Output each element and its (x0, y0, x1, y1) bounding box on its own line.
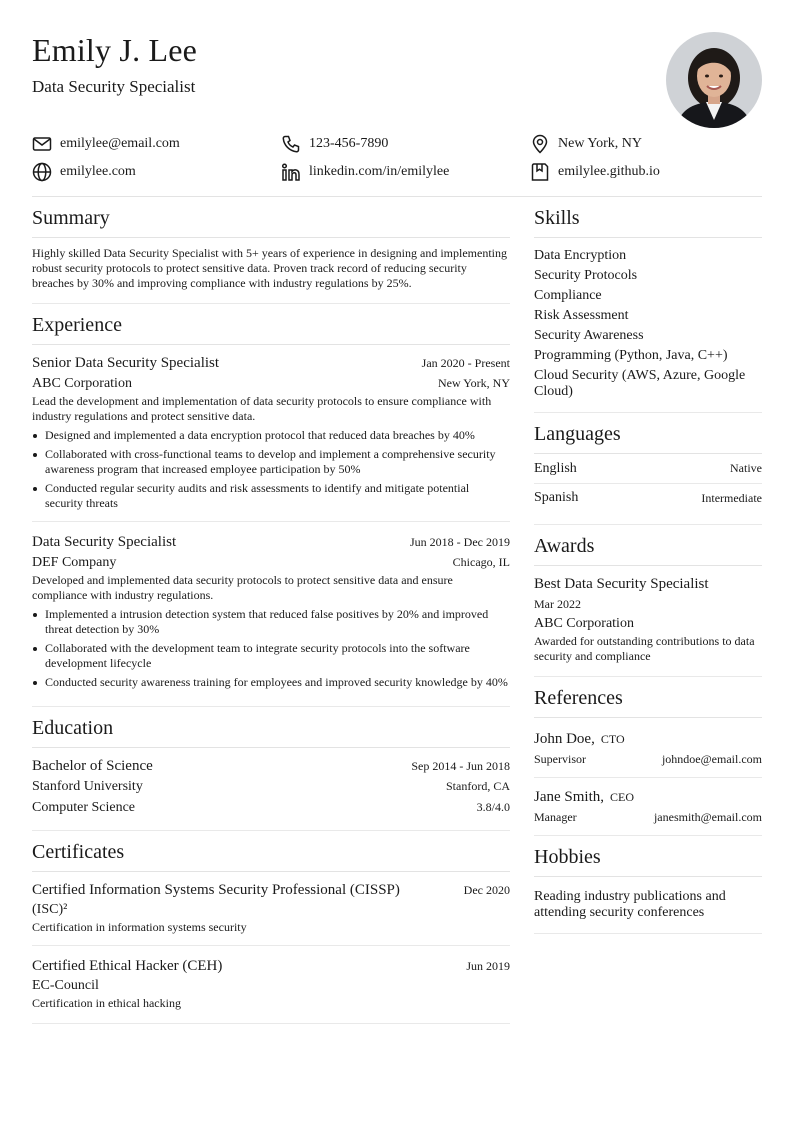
award-title: Best Data Security Specialist (534, 576, 709, 592)
award-description: Awarded for outstanding contributions to data security and compliance (534, 634, 755, 663)
experience-section (32, 314, 510, 707)
experience-entry (32, 532, 510, 690)
github-icon (530, 162, 550, 182)
entry-divider (32, 945, 510, 946)
profile-photo (666, 32, 762, 128)
skill-item: Security Awareness (534, 328, 644, 343)
school-name: Stanford University (32, 779, 143, 794)
section-heading: Experience (32, 314, 510, 345)
reference-name: John Doe, (534, 731, 595, 747)
section-heading: Skills (534, 207, 762, 238)
skill-item: Programming (Python, Java, C++) (534, 348, 728, 363)
globe-icon (32, 162, 52, 182)
reference-role: CEO (610, 790, 634, 804)
section-heading: Awards (534, 535, 762, 566)
contact-email[interactable] (32, 134, 281, 154)
skills-section (534, 207, 762, 413)
section-heading: Summary (32, 207, 510, 238)
reference-email[interactable]: johndoe@email.com (661, 752, 762, 766)
section-heading: Hobbies (534, 846, 762, 877)
reference-entry (534, 726, 762, 777)
education-section (32, 717, 510, 831)
certificates-section (32, 841, 510, 1024)
company-name: DEF Company (32, 555, 117, 570)
job-date: Jan 2020 - Present (421, 356, 510, 370)
certificate-date: Jun 2019 (466, 959, 510, 973)
skill-item: Cloud Security (AWS, Azure, Google Cloud) (534, 368, 746, 399)
language-row (534, 454, 762, 483)
section-heading: Education (32, 717, 510, 748)
language-name: English (534, 460, 577, 476)
certificate-date: Dec 2020 (463, 883, 510, 897)
experience-entry (32, 353, 510, 511)
contact-linkedin[interactable] (281, 162, 530, 182)
job-title: Data Security Specialist (32, 534, 177, 550)
resume-columns (32, 197, 762, 1024)
linkedin-icon (281, 162, 301, 182)
reference-role: CTO (600, 732, 625, 746)
language-name: Spanish (534, 490, 579, 505)
reference-relation: Manager (534, 810, 577, 824)
hobbies-text: Reading industry publications and attending security conferences (534, 889, 726, 920)
entry-divider (32, 521, 510, 522)
field-of-study: Computer Science (32, 800, 136, 815)
location-pin-icon (530, 134, 550, 154)
section-heading: References (534, 687, 762, 718)
job-location: New York, NY (437, 376, 510, 390)
skill-item: Data Encryption (534, 248, 627, 263)
summary-text: Highly skilled Data Security Specialist with 5+ years of experience in designing and implementing robust security protocols to protect sensitive data. Proven track record of reducing security breaches by 30% and improving compliance with industry regulations by 25%. (32, 246, 507, 290)
resume-header (32, 30, 762, 130)
job-title: Senior Data Security Specialist (32, 355, 220, 371)
candidate-title: Data Security Specialist (32, 77, 196, 96)
candidate-name: Emily J. Lee (32, 32, 198, 68)
skill-item: Risk Assessment (534, 308, 629, 323)
section-heading: Languages (534, 423, 762, 454)
contact-website[interactable] (32, 162, 281, 182)
summary-section (32, 207, 510, 304)
language-level: Intermediate (701, 490, 762, 505)
job-date: Jun 2018 - Dec 2019 (410, 535, 510, 549)
job-bullet: Conducted regular security audits and risk assessments to identify and mitigate potential security threats (32, 481, 510, 511)
job-description: Lead the development and implementation of data security protocols to ensure compliance with industry regulations and protect sensitive data. (32, 394, 492, 423)
awards-section (534, 535, 762, 677)
left-column (32, 197, 510, 1024)
certificate-title: Certified Information Systems Security Professional (CISSP) (32, 882, 400, 898)
reference-email[interactable]: janesmith@email.com (653, 810, 762, 824)
hobbies-section (534, 846, 762, 934)
certificate-entry (32, 880, 510, 935)
job-description: Developed and implemented data security protocols to protect sensitive data and ensure compliance with industry regulations. (32, 573, 453, 602)
job-bullet: Implemented a intrusion detection system that reduced false positives by 20% and improved threat detection by 30% (32, 607, 510, 637)
phone-icon (281, 134, 301, 154)
contact-location-text: New York, NY (558, 136, 643, 151)
languages-section (534, 423, 762, 525)
certificate-description: Certification in ethical hacking (32, 996, 181, 1010)
reference-name: Jane Smith, (534, 789, 604, 805)
contact-website-text: emilylee.com (60, 164, 136, 179)
mail-icon (32, 134, 52, 154)
award-org: ABC Corporation (534, 616, 634, 631)
contact-github-text: emilylee.github.io (558, 164, 660, 179)
job-bullets (32, 428, 510, 511)
contact-github[interactable] (530, 162, 762, 182)
skill-item: Compliance (534, 288, 602, 303)
section-heading: Certificates (32, 841, 510, 872)
certificate-description: Certification in information systems security (32, 920, 247, 934)
job-bullet: Collaborated with cross-functional teams to develop and implement a comprehensive security awareness program that increased employee participation by 50% (32, 447, 510, 477)
contact-linkedin-text: linkedin.com/in/emilylee (309, 164, 450, 179)
certificate-entry (32, 956, 510, 1011)
right-column (534, 197, 762, 1024)
job-bullet: Designed and implemented a data encryption protocol that reduced data breaches by 40% (32, 428, 510, 443)
contact-email-text: emilylee@email.com (60, 136, 180, 151)
degree: Bachelor of Science (32, 758, 153, 774)
language-row (534, 483, 762, 512)
references-section (534, 687, 762, 836)
job-bullet: Collaborated with the development team to integrate security protocols into the software development lifecycle (32, 641, 510, 671)
contact-phone-text: 123-456-7890 (309, 136, 389, 151)
certificate-title: Certified Ethical Hacker (CEH) (32, 958, 223, 974)
contact-location (530, 134, 762, 154)
resume-page (32, 30, 762, 1024)
reference-relation: Supervisor (534, 752, 586, 766)
certificate-issuer: EC-Council (32, 978, 99, 993)
reference-entry (534, 777, 762, 835)
language-level: Native (730, 461, 762, 475)
gpa: 3.8/4.0 (476, 800, 510, 814)
contact-list (32, 134, 762, 182)
job-bullet: Conducted security awareness training for employees and improved security knowledge by 40% (32, 675, 510, 690)
job-location: Chicago, IL (452, 555, 510, 569)
award-date: Mar 2022 (534, 597, 581, 611)
skill-item: Security Protocols (534, 268, 638, 283)
job-bullets (32, 607, 510, 690)
contact-phone[interactable] (281, 134, 530, 154)
certificate-issuer: (ISC)² (32, 902, 68, 917)
education-date: Sep 2014 - Jun 2018 (411, 759, 510, 773)
school-location: Stanford, CA (446, 779, 510, 793)
company-name: ABC Corporation (32, 376, 132, 391)
